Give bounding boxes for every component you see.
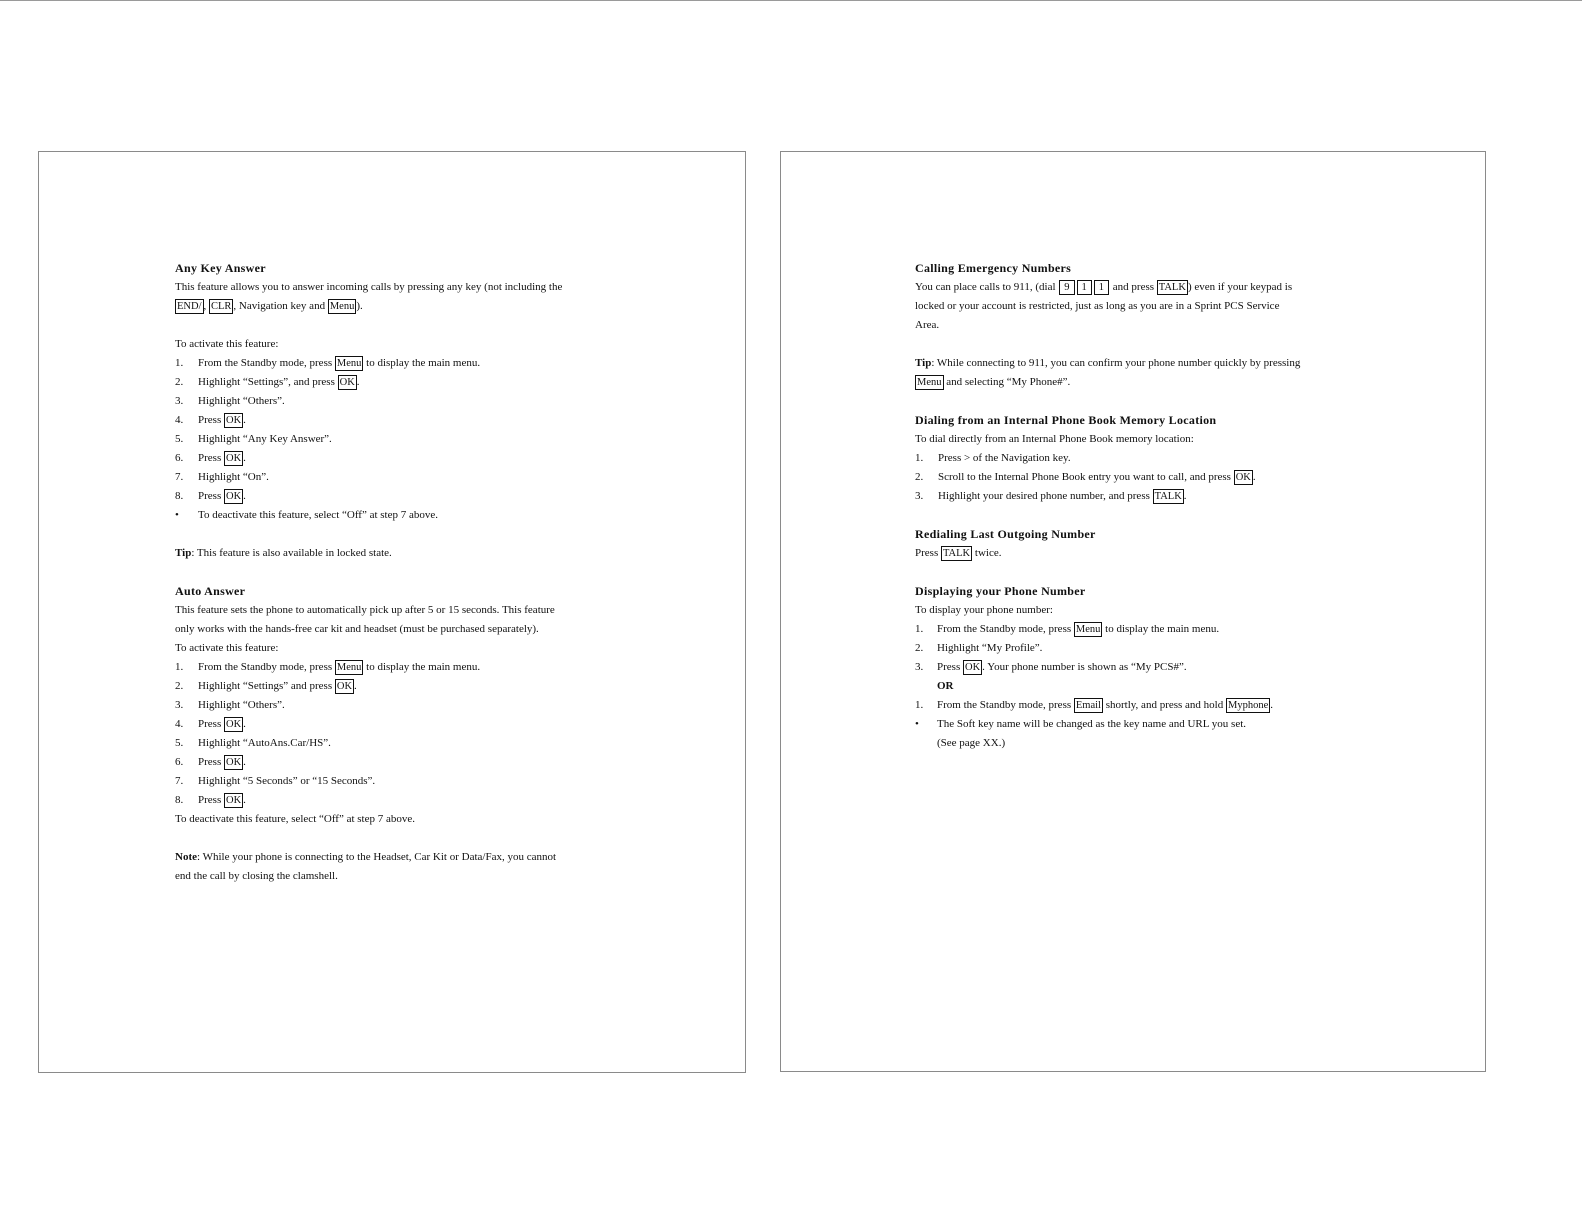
step-number: 2. bbox=[915, 471, 924, 483]
step-text: . Your phone number is shown as “My PCS#”. bbox=[982, 661, 1187, 673]
step-number: 4. bbox=[175, 414, 184, 426]
step-text: From the Standby mode, press bbox=[198, 357, 335, 369]
step-text: . bbox=[354, 680, 357, 692]
body-text: and press bbox=[1110, 281, 1157, 293]
step-number: 2. bbox=[915, 642, 924, 654]
left-page bbox=[38, 151, 746, 1073]
ok-key: OK bbox=[339, 377, 355, 388]
ok-key: OK bbox=[1235, 472, 1251, 483]
list-item bbox=[915, 658, 1365, 677]
step-text: . bbox=[243, 490, 246, 502]
end-key: END/ bbox=[177, 301, 202, 312]
step-text: Highlight “Others”. bbox=[198, 395, 285, 407]
step-text: Highlight “AutoAns.Car/HS”. bbox=[198, 737, 331, 749]
step-number: 3. bbox=[175, 395, 184, 407]
body-text: Press bbox=[915, 547, 941, 559]
step-number: 1. bbox=[175, 357, 184, 369]
step-number: 6. bbox=[175, 452, 184, 464]
display-number-heading: Displaying your Phone Number bbox=[915, 584, 1086, 598]
list-item bbox=[175, 354, 635, 373]
ok-key: OK bbox=[336, 681, 353, 692]
step-text: From the Standby mode, press bbox=[937, 623, 1074, 635]
step-number: 1. bbox=[915, 452, 924, 464]
menu-key: Menu bbox=[329, 301, 355, 312]
body-text: ) even if your keypad is bbox=[1187, 281, 1293, 293]
step-number: 1. bbox=[175, 661, 184, 673]
bullet-continuation bbox=[915, 734, 1365, 753]
step-number: 3. bbox=[915, 490, 924, 502]
talk-key: TALK bbox=[1154, 491, 1182, 502]
list-item bbox=[175, 468, 635, 487]
step-number: 5. bbox=[175, 737, 184, 749]
step-text: Scroll to the Internal Phone Book entry you want to call, and press bbox=[938, 471, 1234, 483]
step-text: . bbox=[243, 452, 246, 464]
ok-key: OK bbox=[225, 415, 242, 426]
step-text: Press bbox=[198, 794, 224, 806]
step-text: From the Standby mode, press bbox=[937, 699, 1074, 711]
step-text: Highlight “Settings” and press bbox=[198, 680, 335, 692]
tip-line bbox=[175, 544, 635, 563]
myphone-key: Myphone bbox=[1228, 700, 1269, 711]
step-text: Highlight your desired phone number, and press bbox=[938, 490, 1153, 502]
emergency-line3: Area. bbox=[915, 319, 940, 331]
clr-key: CLR bbox=[211, 301, 232, 312]
step-text: Press bbox=[198, 718, 224, 730]
list-item bbox=[175, 430, 635, 449]
deactivate-line: To deactivate this feature, select “Off” at step 7 above. bbox=[175, 813, 416, 825]
email-key: Email bbox=[1075, 700, 1101, 711]
step-text: Highlight “Settings”, and press bbox=[198, 376, 338, 388]
step-text: From the Standby mode, press bbox=[198, 661, 335, 673]
step-text: Highlight “On”. bbox=[198, 471, 269, 483]
tip-text: : This feature is also available in locked state. bbox=[191, 547, 392, 559]
top-border-line bbox=[0, 0, 1582, 1]
left-page-content bbox=[175, 259, 635, 886]
step-number: 4. bbox=[175, 718, 184, 730]
step-text: Press bbox=[198, 452, 224, 464]
ok-key: OK bbox=[225, 453, 242, 464]
ok-key: OK bbox=[964, 662, 981, 673]
emergency-heading: Calling Emergency Numbers bbox=[915, 261, 1072, 275]
list-item bbox=[175, 753, 635, 772]
tip-label: Tip bbox=[175, 547, 192, 559]
list-item bbox=[915, 487, 1365, 506]
step-number: 2. bbox=[175, 376, 184, 388]
tip-label: Tip bbox=[915, 357, 932, 369]
step-number: 6. bbox=[175, 756, 184, 768]
step-number: 7. bbox=[175, 775, 184, 787]
list-item bbox=[175, 715, 635, 734]
list-item bbox=[175, 373, 635, 392]
step-text: to display the main menu. bbox=[1102, 623, 1220, 635]
display-intro: To display your phone number: bbox=[915, 604, 1053, 616]
list-item bbox=[175, 696, 635, 715]
step-number: 1. bbox=[915, 623, 924, 635]
right-page bbox=[780, 151, 1486, 1072]
dialing-heading: Dialing from an Internal Phone Book Memory Location bbox=[915, 413, 1217, 427]
talk-key: TALK bbox=[942, 548, 971, 559]
list-item bbox=[915, 639, 1365, 658]
list-item bbox=[915, 468, 1365, 487]
list-item bbox=[175, 791, 635, 810]
note-line1 bbox=[175, 848, 635, 867]
step-text: Highlight “Others”. bbox=[198, 699, 285, 711]
step-text: Highlight “Any Key Answer”. bbox=[198, 433, 332, 445]
ok-key: OK bbox=[225, 719, 242, 730]
note-text: : While your phone is connecting to the Headset, Car Kit or Data/Fax, you cannot bbox=[197, 851, 557, 863]
bullet-glyph: • bbox=[175, 509, 179, 521]
auto-intro-line2: only works with the hands-free car kit and headset (must be purchased separately). bbox=[175, 623, 539, 635]
ok-key: OK bbox=[225, 795, 242, 806]
step-text: Press bbox=[198, 490, 224, 502]
list-item bbox=[175, 677, 635, 696]
intro-text: , Navigation key and bbox=[233, 300, 328, 312]
step-number: 5. bbox=[175, 433, 184, 445]
list-item bbox=[915, 620, 1365, 639]
step-text: Press bbox=[198, 756, 224, 768]
bullet-item bbox=[175, 506, 635, 525]
deactivate-text: To deactivate this feature, select “Off” at step 7 above. bbox=[198, 509, 439, 521]
dialing-intro: To dial directly from an Internal Phone Book memory location: bbox=[915, 433, 1194, 445]
list-item bbox=[175, 487, 635, 506]
tip-line2 bbox=[915, 373, 1365, 392]
step-text: Press bbox=[937, 661, 963, 673]
emergency-line2: locked or your account is restricted, just as long as you are in a Sprint PCS Service bbox=[915, 300, 1280, 312]
step-number: 3. bbox=[915, 661, 924, 673]
step-text: to display the main menu. bbox=[363, 357, 481, 369]
tip-text: : While connecting to 911, you can confirm your phone number quickly by pressing bbox=[931, 357, 1301, 369]
list-item bbox=[175, 392, 635, 411]
menu-key: Menu bbox=[336, 358, 362, 369]
talk-key: TALK bbox=[1158, 282, 1186, 293]
any-key-intro-line1: This feature allows you to answer incoming calls by pressing any key (not including the bbox=[175, 281, 563, 293]
note-label: Note bbox=[175, 851, 197, 863]
bullet-text: The Soft key name will be changed as the key name and URL you set. bbox=[937, 718, 1247, 730]
step-text: Highlight “5 Seconds” or “15 Seconds”. bbox=[198, 775, 376, 787]
or-text: OR bbox=[937, 680, 954, 692]
or-line bbox=[915, 677, 1365, 696]
body-text: twice. bbox=[972, 547, 1002, 559]
intro-end-text: ). bbox=[356, 300, 363, 312]
step-text: . bbox=[243, 718, 246, 730]
step-number: 3. bbox=[175, 699, 184, 711]
see-page-text: (See page XX.) bbox=[937, 737, 1006, 749]
step-text: shortly, and press and hold bbox=[1102, 699, 1226, 711]
redial-line bbox=[915, 544, 1365, 563]
step-text: . bbox=[243, 756, 246, 768]
note-line2: end the call by closing the clamshell. bbox=[175, 870, 338, 882]
step-number: 1. bbox=[915, 699, 924, 711]
step-text: . bbox=[1270, 699, 1273, 711]
auto-intro-line1: This feature sets the phone to automatically pick up after 5 or 15 seconds. This feature bbox=[175, 604, 555, 616]
activate-intro: To activate this feature: bbox=[175, 338, 279, 350]
step-text: . bbox=[1183, 490, 1187, 502]
step-number: 8. bbox=[175, 490, 184, 502]
list-item bbox=[175, 658, 635, 677]
step-text: . bbox=[243, 414, 246, 426]
body-text: You can place calls to 911, (dial bbox=[915, 281, 1059, 293]
step-number: 2. bbox=[175, 680, 184, 692]
tip-text: and selecting “My Phone#”. bbox=[943, 376, 1071, 388]
ok-key: OK bbox=[225, 757, 242, 768]
menu-key: Menu bbox=[336, 662, 362, 673]
menu-key: Menu bbox=[1075, 624, 1101, 635]
emergency-line1 bbox=[915, 278, 1365, 297]
right-page-content bbox=[915, 259, 1365, 753]
step-text: to display the main menu. bbox=[363, 661, 481, 673]
step-number: 7. bbox=[175, 471, 184, 483]
tip-line1 bbox=[915, 354, 1365, 373]
bullet-item bbox=[915, 715, 1365, 734]
step-text: . bbox=[1252, 471, 1256, 483]
list-item bbox=[175, 734, 635, 753]
any-key-answer-heading: Any Key Answer bbox=[175, 261, 266, 275]
step-text: Press bbox=[198, 414, 224, 426]
activate-intro: To activate this feature: bbox=[175, 642, 279, 654]
list-item bbox=[915, 696, 1365, 715]
key-1: 1 bbox=[1077, 280, 1092, 295]
key-9: 9 bbox=[1059, 280, 1074, 295]
ok-key: OK bbox=[225, 491, 242, 502]
bullet-glyph: • bbox=[915, 718, 919, 730]
step-text: . bbox=[356, 376, 360, 388]
step-number: 8. bbox=[175, 794, 184, 806]
redial-heading: Redialing Last Outgoing Number bbox=[915, 527, 1096, 541]
step-text: . bbox=[243, 794, 246, 806]
auto-answer-heading: Auto Answer bbox=[175, 584, 246, 598]
step-text: Highlight “My Profile”. bbox=[937, 642, 1043, 654]
key-1: 1 bbox=[1094, 280, 1109, 295]
list-item bbox=[175, 449, 635, 468]
any-key-intro-line2 bbox=[175, 297, 635, 316]
list-item bbox=[175, 772, 635, 791]
separator-text: , bbox=[203, 300, 209, 312]
list-item bbox=[915, 449, 1365, 468]
list-item bbox=[175, 411, 635, 430]
menu-key: Menu bbox=[917, 377, 942, 388]
step-text: Press > of the Navigation key. bbox=[938, 452, 1071, 464]
